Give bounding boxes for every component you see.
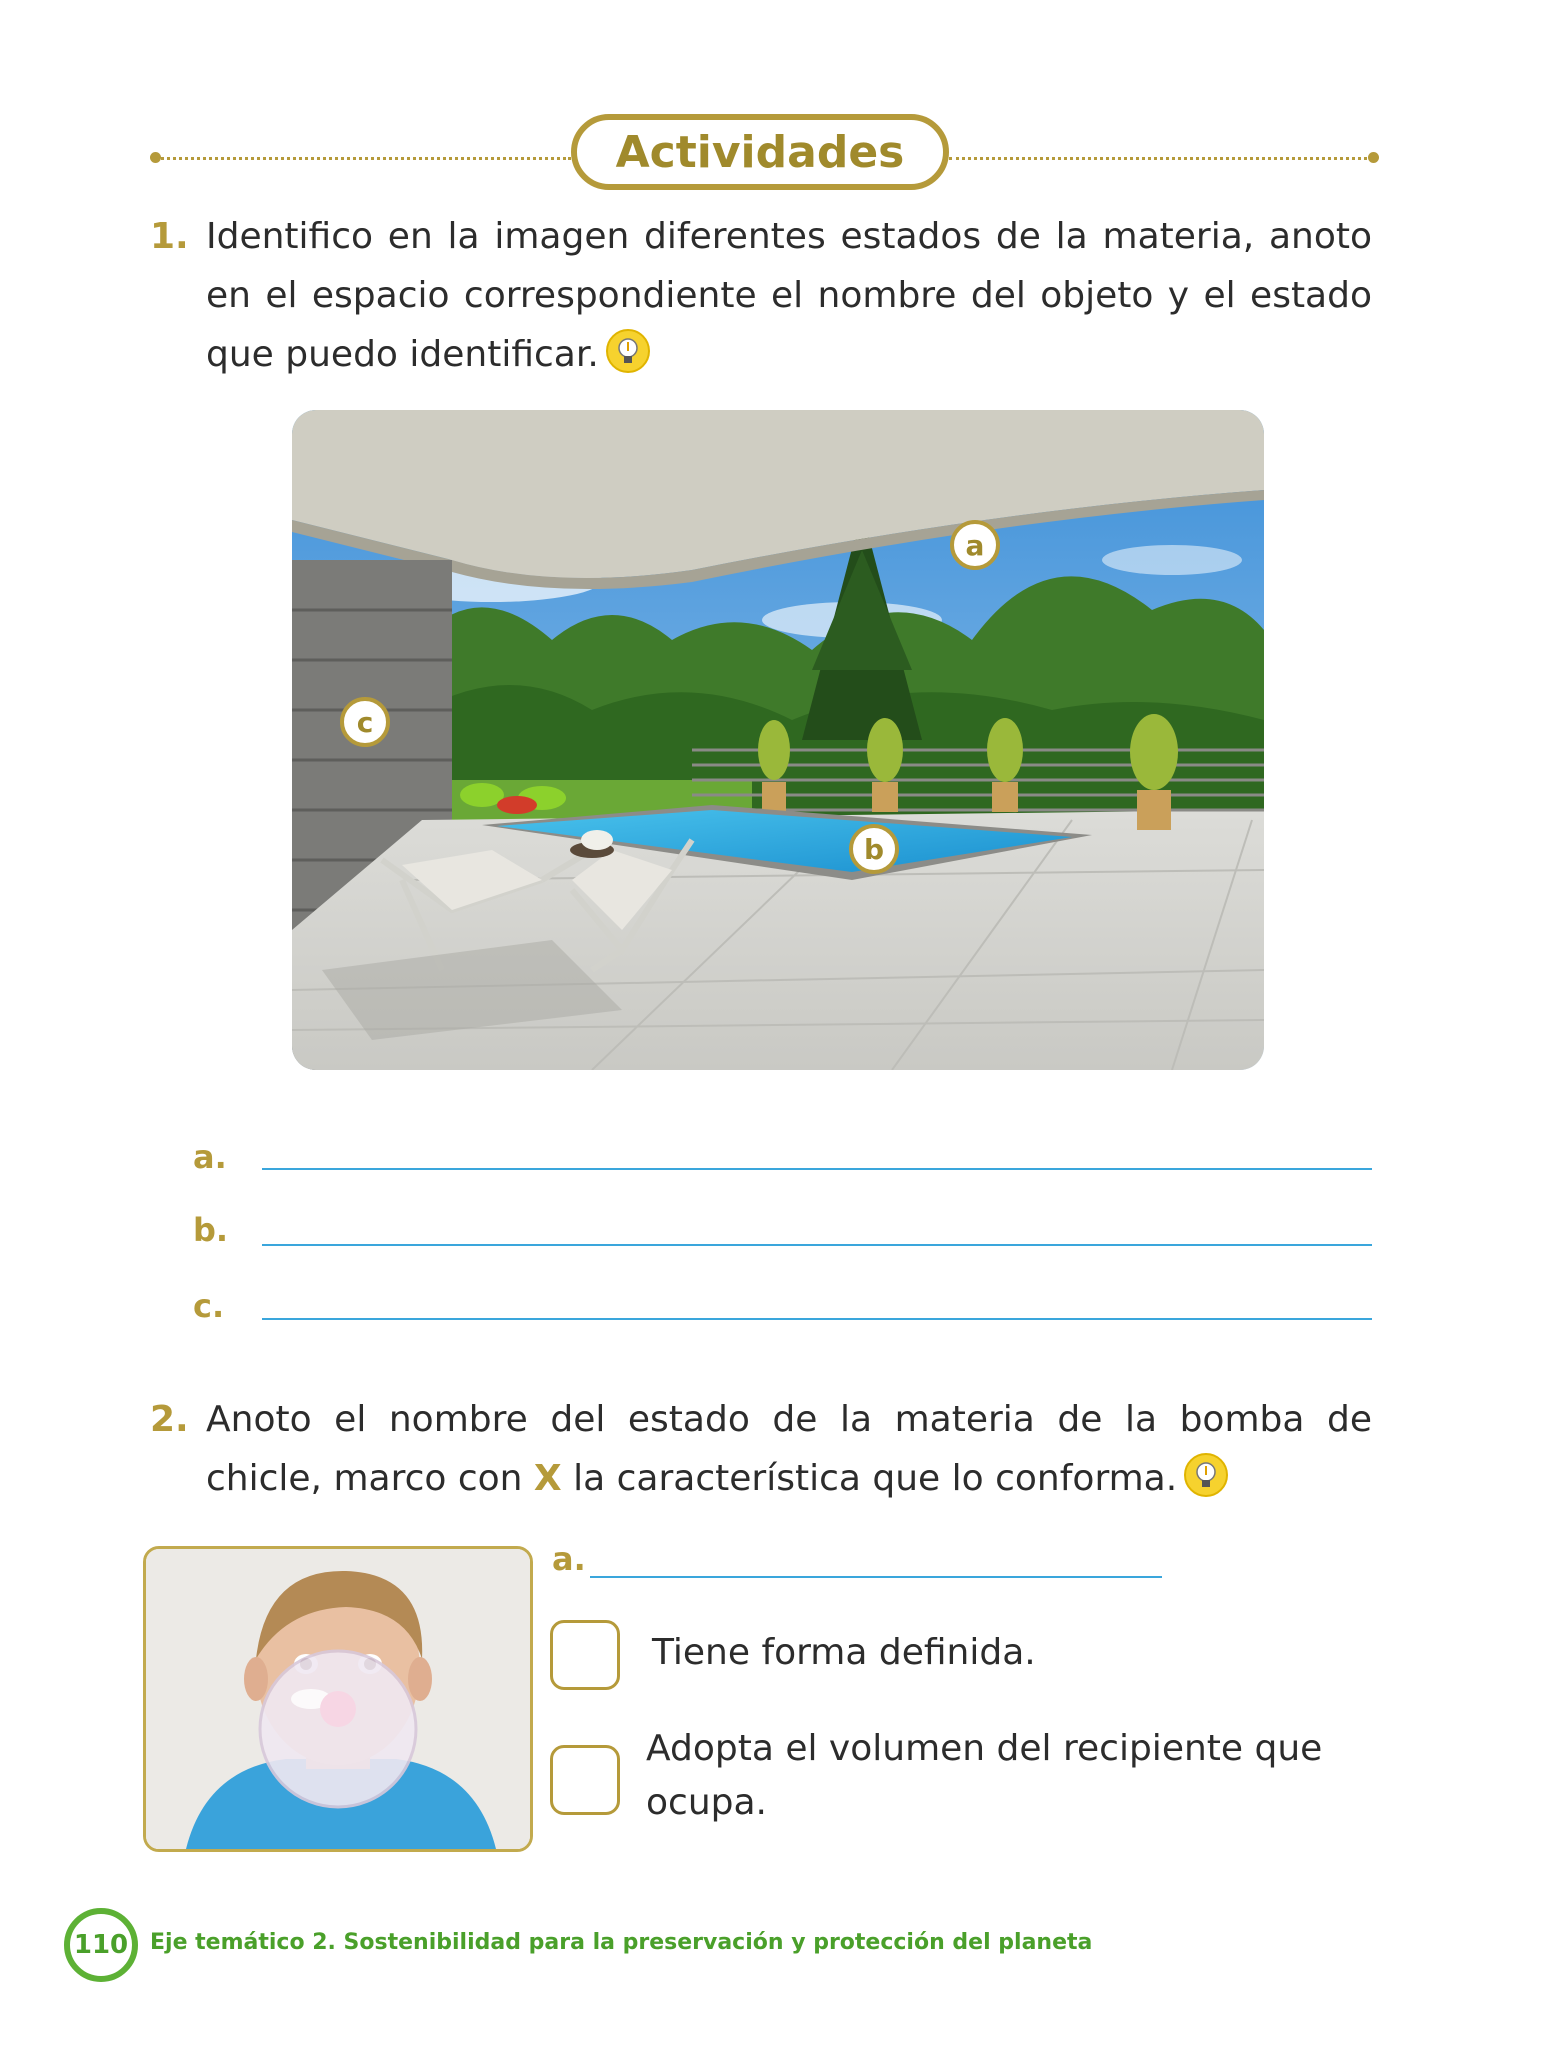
marker-a: a — [950, 520, 1000, 570]
answer-c-label: c. — [193, 1287, 225, 1325]
section-title: Actividades — [571, 114, 949, 190]
answer-a-label: a. — [193, 1138, 227, 1176]
page-number: 110 — [64, 1908, 138, 1982]
question-2-number: 2. — [150, 1399, 189, 1440]
question-2-text — [206, 1390, 1372, 1508]
question-1-text — [206, 207, 1372, 384]
question-2-text-before: Anoto el nombre del estado de la materia de la bomba de chicle, marco con — [206, 1399, 1372, 1499]
footer-section-title: Eje temático 2. Sostenibilidad para la preservación y protección del planeta — [150, 1930, 1093, 1955]
pool-scene-image — [292, 410, 1264, 1070]
question-1-number: 1. — [150, 216, 189, 257]
answer-a-line[interactable] — [262, 1168, 1372, 1170]
option-1-text: Tiene forma definida. — [652, 1632, 1036, 1673]
lightbulb-icon — [1183, 1452, 1229, 1498]
question-2-x-mark: X — [533, 1458, 562, 1499]
marker-b: b — [849, 824, 899, 874]
q2-answer-a-line[interactable] — [590, 1576, 1162, 1578]
header-dot-left — [150, 152, 161, 163]
question-2-text-after: la característica que lo conforma. — [561, 1458, 1178, 1499]
q2-answer-a-label: a. — [552, 1540, 586, 1578]
option-1-checkbox[interactable] — [550, 1620, 620, 1690]
question-1-text-body: Identifico en la imagen diferentes estados de la materia, anoto en el espacio correspondiente el nombre del objeto y el estado que puedo identificar. — [206, 216, 1372, 375]
header-dotted-line-left — [156, 157, 571, 160]
option-2-checkbox[interactable] — [550, 1745, 620, 1815]
header-dot-right — [1368, 152, 1379, 163]
answer-b-label: b. — [193, 1211, 229, 1249]
lightbulb-icon — [605, 328, 651, 374]
header-dotted-line-right — [949, 157, 1373, 160]
answer-c-line[interactable] — [262, 1318, 1372, 1320]
answer-b-line[interactable] — [262, 1244, 1372, 1246]
marker-c: c — [340, 697, 390, 747]
option-2-text: Adopta el volumen del recipiente que ocupa. — [646, 1728, 1323, 1823]
bubble-gum-boy-image — [143, 1546, 533, 1852]
